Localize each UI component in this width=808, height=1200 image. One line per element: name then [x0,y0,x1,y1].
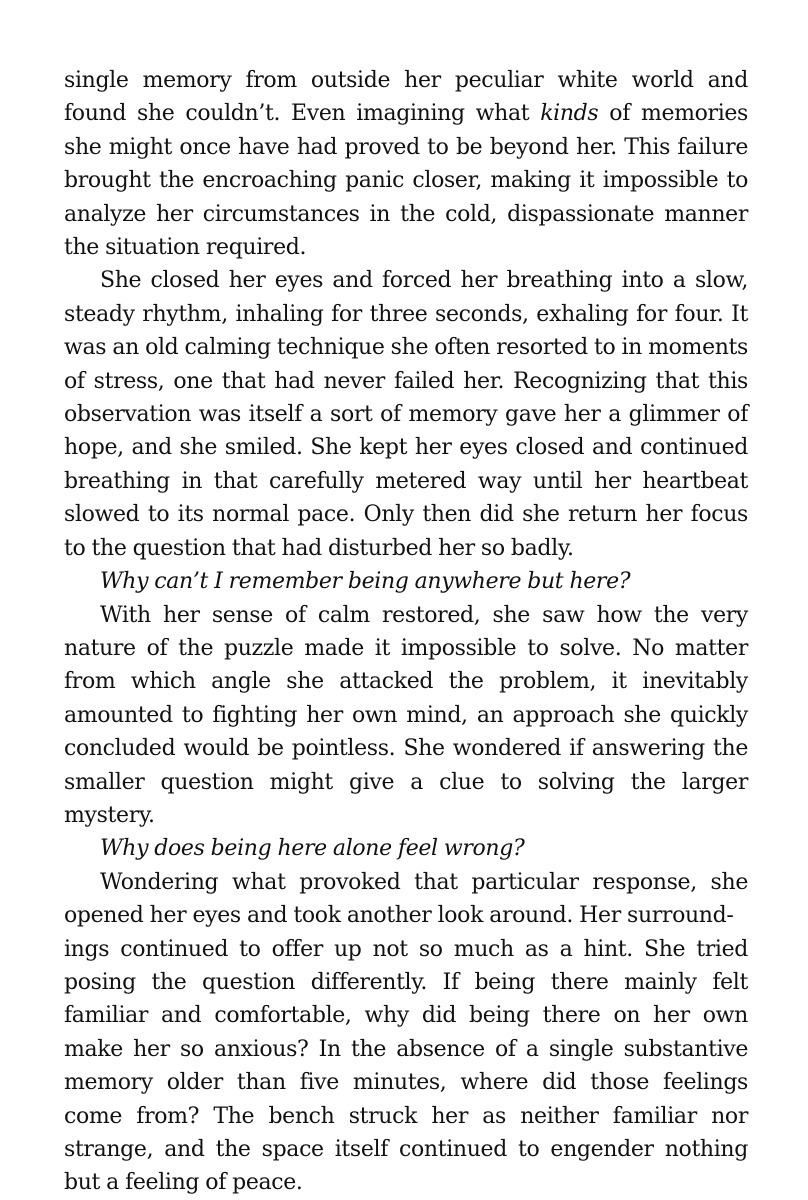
paragraph-3: With her sense of calm restored, she saw how the very nature of the puzzle made it impossible to solve. No matter from which angle she attacked the problem, it inevitably amounted to fighting her own mind, an approach she quickly concluded would be pointless. She wondered if answering the smaller question might give a clue to solving the larger mystery. [64,602,748,828]
italic-thought-1: Why can’t I remember being anywhere but here? [100,569,631,595]
paragraph-4: Wondering what provoked that particular response, she opened her eyes and took another look around. Her surround- ings continued to offer up not so much as a hint. She tried posing the question differently. If being there mainly felt familiar and comfortable, why did being there on her own make her so anxious? In the absence of a single substantive memory older than five minutes, where did those feelings come from? The bench struck her as neither familiar nor strange, and the space itself continued to engender nothing but a feeling of peace. [64,869,748,1196]
italic-thought-2: Why does being here alone feel wrong? [100,836,525,862]
paragraph-1: single memory from outside her peculiar white world and found she couldn’t. Even imagining what kinds of memories she might once have had proved to be beyond her. This failure brought the encroaching panic closer, making it impossible to analyze her circumstances in the cold, dispassionate manner the situation required. [64,68,749,261]
emphasized-word: kinds [540,101,599,127]
book-page [64,64,748,1200]
paragraph-2: She closed her eyes and forced her breathing into a slow, steady rhythm, inhaling for three seconds, exhaling for four. It was an old calming technique she often resorted to in moments of stress, one that had never failed her. Recognizing that this observation was itself a sort of memory gave her a glimmer of hope, and she smiled. She kept her eyes closed and continued breathing in that carefully metered way until her heartbeat slowed to its normal pace. Only then did she return her focus to the question that had disturbed her so badly. [64,268,748,561]
